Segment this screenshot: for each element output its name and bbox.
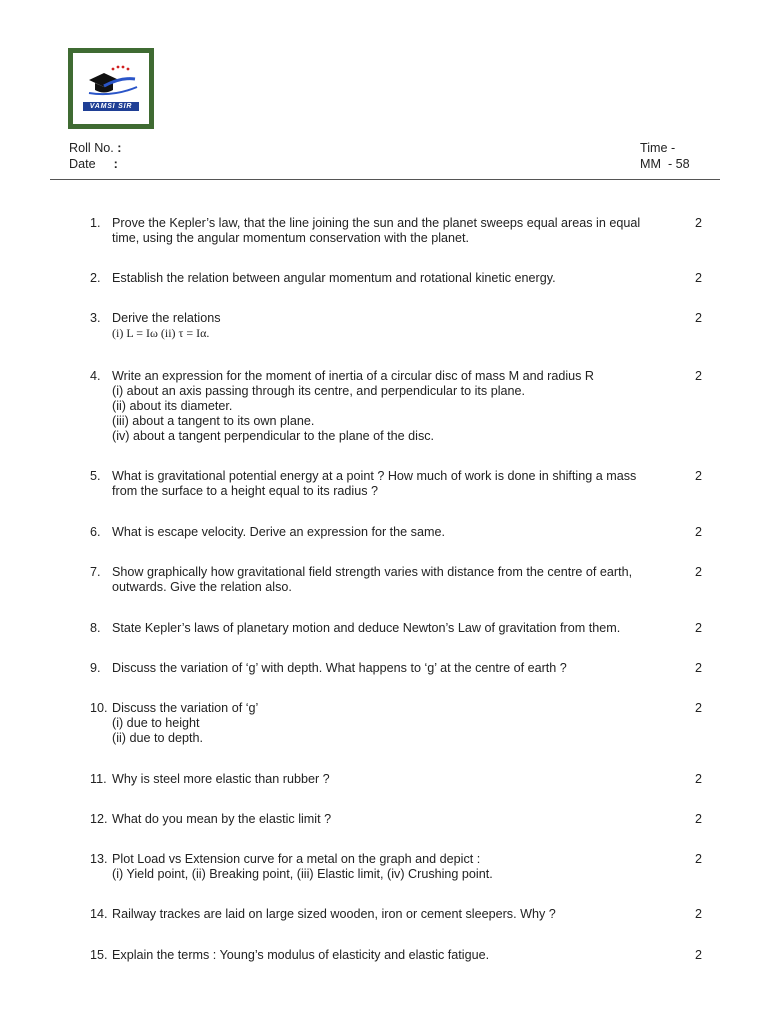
question-number: 9. <box>90 661 101 675</box>
question-13 <box>90 852 703 882</box>
question-marks: 2 <box>695 565 703 579</box>
question-text: outwards. Give the relation also. <box>112 580 292 594</box>
question-text: Discuss the variation of ‘g’ with depth. What happens to ‘g’ at the centre of earth ? <box>112 661 567 675</box>
question-marks: 2 <box>695 525 703 539</box>
question-6 <box>90 525 703 540</box>
question-text: Explain the terms : Young’s modulus of elasticity and elastic fatigue. <box>112 948 490 962</box>
question-marks: 2 <box>695 772 703 786</box>
question-marks: 2 <box>695 469 703 483</box>
question-1 <box>90 216 703 246</box>
question-marks: 2 <box>695 948 703 962</box>
question-number: 4. <box>90 369 101 383</box>
question-10 <box>90 701 703 746</box>
graduation-cap-icon <box>73 53 149 124</box>
question-marks: 2 <box>695 369 703 383</box>
question-number: 2. <box>90 271 101 285</box>
question-text: time, using the angular momentum conservation with the planet. <box>112 231 470 245</box>
question-text: Discuss the variation of ‘g’ <box>112 701 259 715</box>
question-2 <box>90 271 703 286</box>
question-text: (iv) about a tangent perpendicular to the plane of the disc. <box>112 429 435 443</box>
question-marks: 2 <box>695 271 703 285</box>
question-number: 10. <box>90 701 108 715</box>
question-9 <box>90 661 703 676</box>
question-number: 15. <box>90 948 108 962</box>
question-text: (ii) due to depth. <box>112 731 204 745</box>
max-marks-label: MM - 58 <box>640 157 690 171</box>
roll-number-label: Roll No. : <box>69 141 122 155</box>
question-marks: 2 <box>695 216 703 230</box>
question-marks: 2 <box>695 852 703 866</box>
question-5 <box>90 469 703 499</box>
question-12 <box>90 812 703 827</box>
question-text: Plot Load vs Extension curve for a metal on the graph and depict : <box>112 852 481 866</box>
question-text: from the surface to a height equal to its radius ? <box>112 484 379 498</box>
question-text: Write an expression for the moment of inertia of a circular disc of mass M and radius R <box>112 369 595 383</box>
date-label: Date : <box>69 157 118 171</box>
question-text: Railway trackes are laid on large sized wooden, iron or cement sleepers. Why ? <box>112 907 556 921</box>
question-text: (iii) about a tangent to its own plane. <box>112 414 315 428</box>
logo-text: VAMSI SIR <box>83 102 139 111</box>
question-number: 1. <box>90 216 101 230</box>
question-number: 11. <box>90 772 107 786</box>
question-number: 13. <box>90 852 108 866</box>
question-text: Why is steel more elastic than rubber ? <box>112 772 330 786</box>
question-15 <box>90 948 703 963</box>
question-formula: (i) L = Iω (ii) τ = Iα. <box>112 326 210 340</box>
question-3 <box>90 311 703 341</box>
question-number: 14. <box>90 907 108 921</box>
question-text: (ii) about its diameter. <box>112 399 233 413</box>
question-text: State Kepler’s laws of planetary motion and deduce Newton’s Law of gravitation from them. <box>112 621 621 635</box>
question-marks: 2 <box>695 311 703 325</box>
question-text: (i) about an axis passing through its centre, and perpendicular to its plane. <box>112 384 526 398</box>
question-7 <box>90 565 703 595</box>
question-8 <box>90 621 703 636</box>
time-label: Time - <box>640 141 676 155</box>
question-number: 3. <box>90 311 101 325</box>
header-divider <box>50 179 720 180</box>
question-marks: 2 <box>695 812 703 826</box>
question-text: Prove the Kepler’s law, that the line joining the sun and the planet sweeps equal areas in equal <box>112 216 641 230</box>
question-text: What do you mean by the elastic limit ? <box>112 812 332 826</box>
question-11 <box>90 772 703 787</box>
question-marks: 2 <box>695 661 703 675</box>
question-text: What is gravitational potential energy at a point ? How much of work is done in shifting a mass <box>112 469 637 483</box>
question-text: (i) due to height <box>112 716 200 730</box>
logo-panel <box>73 53 149 124</box>
question-4 <box>90 369 703 444</box>
question-number: 8. <box>90 621 101 635</box>
question-number: 7. <box>90 565 101 579</box>
question-number: 5. <box>90 469 101 483</box>
logo <box>68 48 154 129</box>
question-text: Establish the relation between angular momentum and rotational kinetic energy. <box>112 271 556 285</box>
question-number: 6. <box>90 525 101 539</box>
question-marks: 2 <box>695 701 703 715</box>
question-text: Derive the relations <box>112 311 221 325</box>
question-text: Show graphically how gravitational field strength varies with distance from the centre of earth, <box>112 565 633 579</box>
question-marks: 2 <box>695 907 703 921</box>
question-14 <box>90 907 703 922</box>
question-text: What is escape velocity. Derive an expression for the same. <box>112 525 445 539</box>
question-marks: 2 <box>695 621 703 635</box>
question-number: 12. <box>90 812 108 826</box>
question-text: (i) Yield point, (ii) Breaking point, (iii) Elastic limit, (iv) Crushing point. <box>112 867 493 881</box>
